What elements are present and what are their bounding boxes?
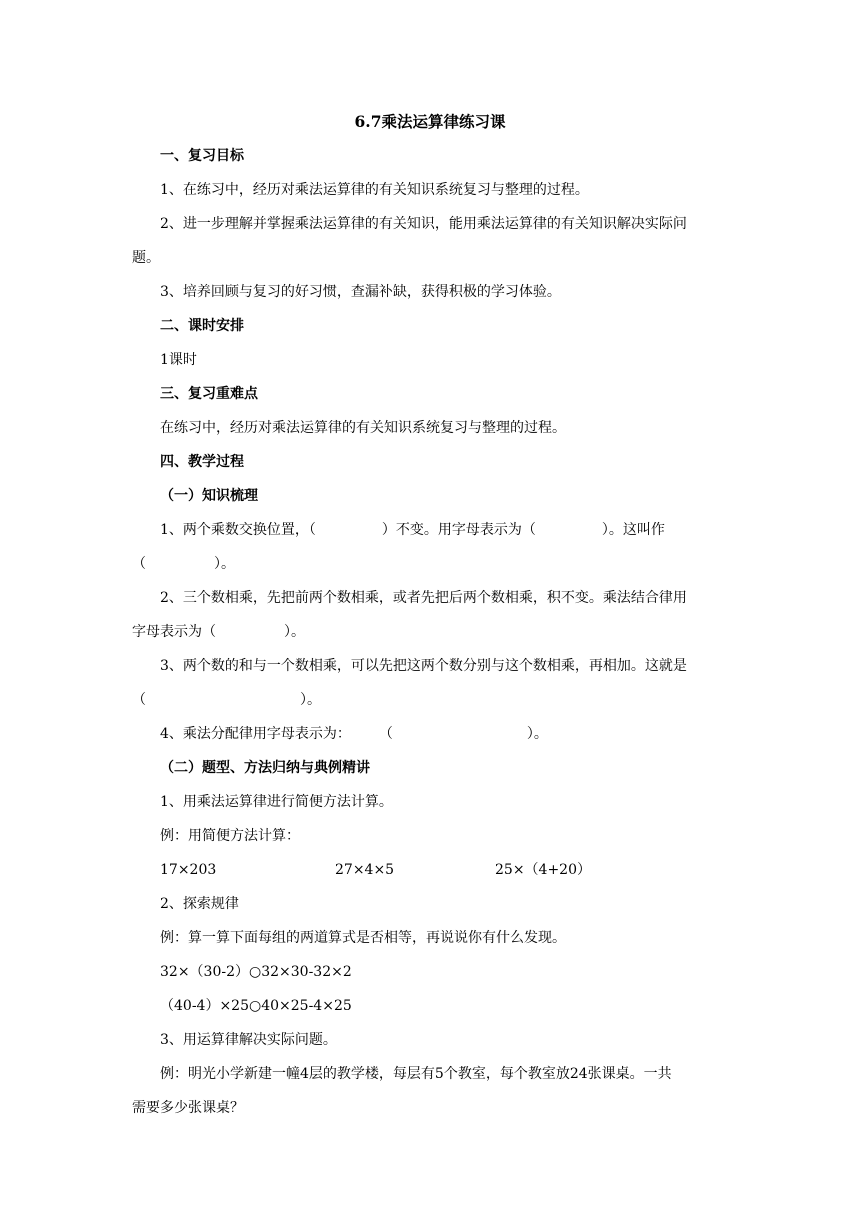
section-heading-key-points: 三、复习重难点 (160, 386, 258, 402)
knowledge-item-2: 2、三个数相乘，先把前两个数相乘，或者先把后两个数相乘，积不变。乘法结合律用 (160, 590, 687, 606)
topic-1: 1、用乘法运算律进行简便方法计算。 (160, 794, 393, 810)
q1-part-c: ）。这叫作 (601, 522, 665, 538)
compare-expression-2: （40-4）×25○40×25-4×25 (160, 998, 352, 1014)
topic-2: 2、探索规律 (160, 896, 239, 912)
topic-3-example-continued: 需要多少张课桌？ (132, 1100, 244, 1116)
goal-1: 1、在练习中，经历对乘法运算律的有关知识系统复习与整理的过程。 (160, 182, 589, 198)
q4-part-c: ）。 (526, 726, 548, 742)
topic-3: 3、用运算律解决实际问题。 (160, 1032, 337, 1048)
q2-part-b: 字母表示为（ (132, 624, 216, 640)
q3-part-c: ）。 (300, 692, 321, 708)
q3-part-b: （ (132, 692, 146, 708)
goal-3: 3、培养回顾与复习的好习惯，查漏补缺，获得积极的学习体验。 (160, 284, 561, 300)
q1-part-a: 1、两个乘数交换位置，（ (160, 522, 316, 538)
knowledge-item-2-continued (132, 623, 305, 641)
knowledge-item-1 (160, 521, 665, 539)
goal-2-continued: 题。 (132, 250, 160, 266)
calc-expression-2: 27×4×5 (335, 862, 395, 878)
topic-2-example: 例：算一算下面每组的两道算式是否相等，再说说你有什么发现。 (160, 930, 566, 946)
key-points-text: 在练习中，经历对乘法运算律的有关知识系统复习与整理的过程。 (160, 420, 566, 436)
knowledge-item-3-continued (132, 691, 321, 709)
goal-2: 2、进一步理解并掌握乘法运算律的有关知识，能用乘法运算律的有关知识解决实际问 (160, 216, 687, 232)
q1-part-b: ）不变。用字母表示为（ (381, 522, 536, 538)
topic-1-example: 例：用简便方法计算： (160, 828, 300, 844)
calc-expression-3: 25×（4+20） (495, 862, 591, 878)
section-heading-review-goals: 一、复习目标 (160, 148, 244, 164)
topic-3-example: 例：明光小学新建一幢4层的教学楼，每层有5个教室，每个教室放24张课桌。一共 (160, 1066, 672, 1082)
q4-part-a: 4、乘法分配律用字母表示为： (160, 726, 351, 742)
knowledge-item-3: 3、两个数的和与一个数相乘，可以先把这两个数分别与这个数相乘，再相加。这就是 (160, 658, 687, 674)
q1-part-d: （ (132, 556, 146, 572)
subsection-heading-methods: （二）题型、方法归纳与典例精讲 (160, 760, 370, 776)
compare-expression-1: 32×（30-2）○32×30-32×2 (160, 964, 352, 980)
q4-part-b: （ (378, 726, 393, 742)
q1-part-e: ）。 (214, 556, 235, 572)
document-title: 6.7乘法运算律练习课 (354, 112, 506, 131)
knowledge-item-1-continued (132, 555, 235, 573)
q2-part-c: ）。 (284, 624, 305, 640)
schedule-text: 1课时 (160, 352, 197, 368)
knowledge-item-4 (160, 725, 548, 743)
section-heading-teaching-process: 四、教学过程 (160, 454, 244, 470)
section-heading-schedule: 二、课时安排 (160, 318, 244, 334)
subsection-heading-knowledge: （一）知识梳理 (160, 488, 258, 504)
calc-expression-1: 17×203 (160, 862, 217, 878)
